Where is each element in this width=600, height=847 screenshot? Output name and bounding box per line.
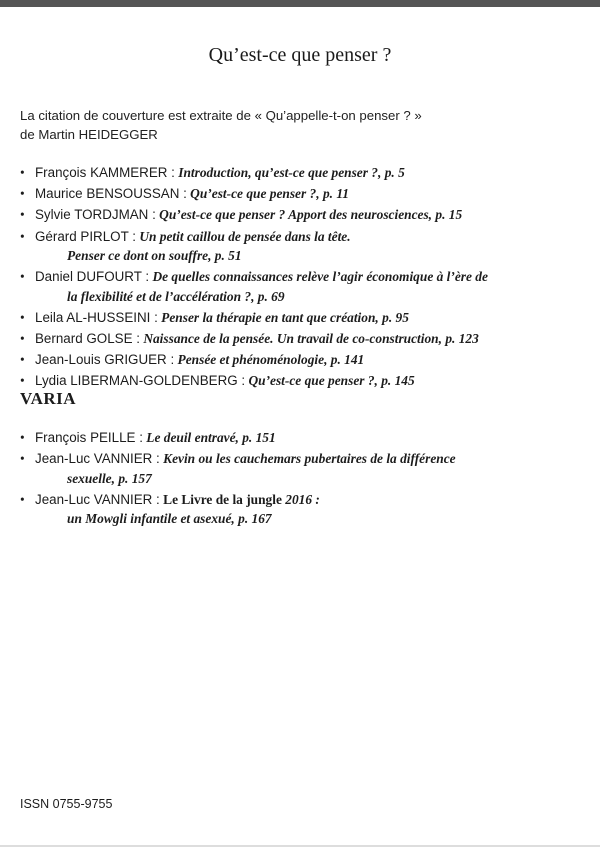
- issn-number: ISSN 0755-9755: [20, 797, 113, 811]
- author-name: Daniel DUFOURT :: [35, 269, 150, 285]
- book-title: Le Livre de la jungle: [163, 491, 282, 507]
- bullet-icon: •: [20, 165, 25, 180]
- author-name: Leila AL-HUSSEINI :: [35, 309, 158, 325]
- author-name: Jean-Louis GRIGUER :: [35, 352, 175, 368]
- article-title-continued: un Mowgli infantile et asexué, p. 167: [67, 511, 272, 527]
- article-title: Penser la thérapie en tant que création, p. 95: [161, 309, 409, 325]
- author-name: Gérard PIRLOT :: [35, 228, 136, 244]
- article-title: Le deuil entravé, p. 151: [146, 430, 276, 445]
- toc-entry: [20, 428, 590, 447]
- article-title-continued: la flexibilité et de l’accélération ?, p. 69: [67, 288, 285, 304]
- toc-entry: [20, 163, 590, 182]
- bullet-icon: •: [20, 228, 25, 244]
- author-name: François KAMMERER :: [35, 165, 175, 180]
- author-name: Lydia LIBERMAN-GOLDENBERG :: [35, 373, 246, 389]
- toc-entry: [20, 308, 590, 327]
- toc-entry: [20, 490, 590, 529]
- bullet-icon: •: [20, 451, 25, 467]
- toc-entry: [20, 449, 590, 488]
- page-title: Qu’est-ce que penser ?: [208, 44, 392, 66]
- toc-entry: [20, 371, 590, 390]
- author-name: Jean-Luc VANNIER :: [35, 491, 160, 507]
- article-title: Un petit caillou de pensée dans la tête.: [139, 228, 351, 244]
- toc-entry: [20, 329, 590, 348]
- bullet-icon: •: [20, 373, 25, 389]
- article-title-continued: sexuelle, p. 157: [67, 470, 152, 486]
- bullet-icon: •: [20, 352, 25, 368]
- article-title: Naissance de la pensée. Un travail de co-construction, p. 123: [143, 331, 479, 347]
- toc-entry: [20, 205, 590, 224]
- bullet-icon: •: [20, 207, 25, 223]
- varia-heading: VARIA: [20, 389, 77, 408]
- bullet-icon: •: [20, 430, 25, 445]
- author-name: Sylvie TORDJMAN :: [35, 207, 156, 223]
- article-title: 2016 :: [281, 491, 320, 507]
- top-edge-bar: [0, 0, 600, 7]
- cover-quote-note: [20, 106, 580, 144]
- toc-entry: [20, 350, 590, 369]
- toc-entry: [20, 267, 590, 306]
- bullet-icon: •: [20, 331, 25, 347]
- author-name: Jean-Luc VANNIER :: [35, 451, 160, 467]
- toc-entry: [20, 184, 590, 203]
- bullet-icon: •: [20, 309, 25, 325]
- bullet-icon: •: [20, 186, 25, 202]
- author-name: Maurice BENSOUSSAN :: [35, 186, 187, 202]
- article-title: Pensée et phénoménologie, p. 141: [177, 352, 365, 368]
- article-title: Introduction, qu’est-ce que penser ?, p. 5: [178, 165, 405, 180]
- cover-quote-author: de Martin HEIDEGGER: [20, 127, 158, 142]
- article-title: Qu’est-ce que penser ? Apport des neurosciences, p. 15: [159, 207, 463, 223]
- author-name: Bernard GOLSE :: [35, 331, 140, 347]
- varia-list: [20, 428, 590, 530]
- bullet-icon: •: [20, 269, 25, 285]
- article-title: De quelles connaissances relève l’agir économique à l’ère de: [152, 269, 488, 285]
- toc-entry: [20, 227, 590, 266]
- article-title: Kevin ou les cauchemars pubertaires de la différence: [163, 451, 456, 467]
- table-of-contents: [20, 163, 590, 393]
- article-title: Qu’est-ce que penser ?, p. 11: [190, 186, 349, 202]
- cover-quote-line: La citation de couverture est extraite de « Qu’appelle-t-on penser ? »: [20, 108, 422, 123]
- article-title-continued: Penser ce dont on souffre, p. 51: [67, 248, 242, 264]
- article-title: Qu’est-ce que penser ?, p. 145: [248, 373, 415, 389]
- author-name: François PEILLE :: [35, 430, 143, 445]
- bullet-icon: •: [20, 491, 25, 507]
